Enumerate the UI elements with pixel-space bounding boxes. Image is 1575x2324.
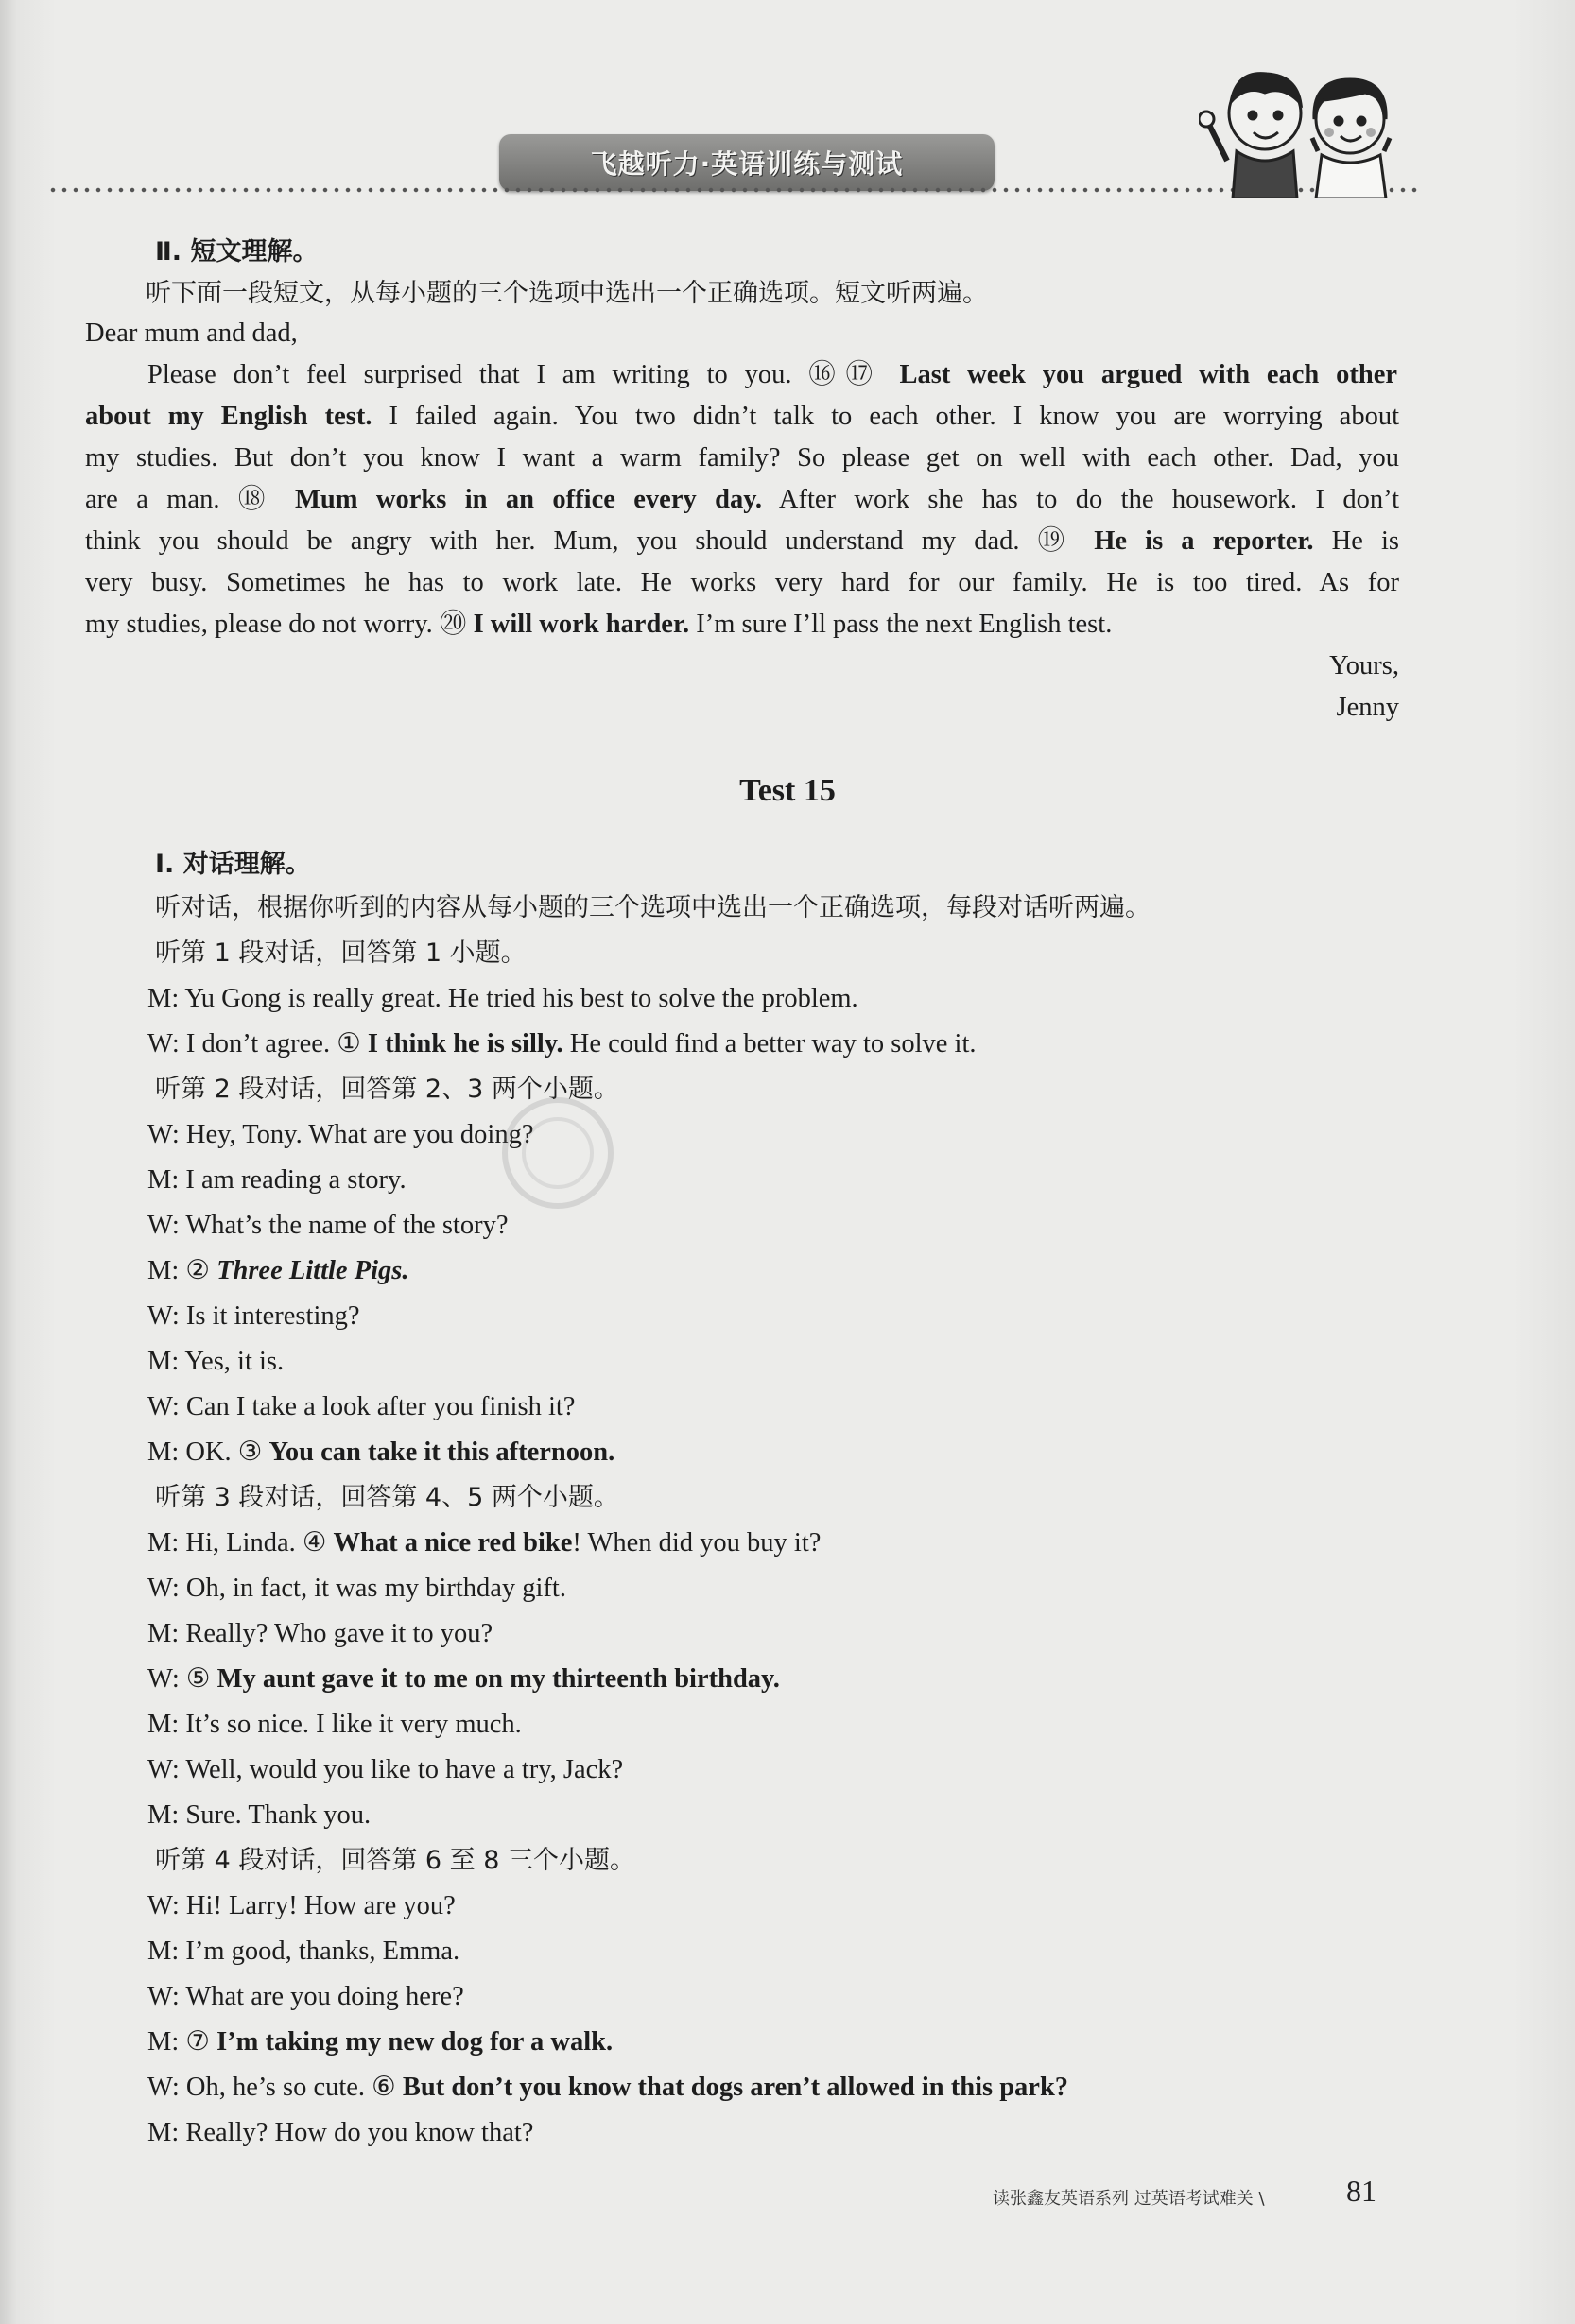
letter-line-4: are a man. ⑱ Mum works in an office every day. After work she has to do the housework. I don’t bbox=[85, 485, 1400, 514]
watermark-stamp bbox=[492, 1087, 624, 1219]
dialogue-line: W: ⑤ My aunt gave it to me on my thirteenth birthday. bbox=[147, 1664, 780, 1694]
answer-16-17-highlight-cont: about my English test. bbox=[85, 402, 372, 431]
dialogue-line: M: Yu Gong is really great. He tried his best to solve the problem. bbox=[147, 984, 858, 1013]
dialogue-line: W: Is it interesting? bbox=[147, 1301, 360, 1331]
dialogue-line: M: ② Three Little Pigs. bbox=[147, 1256, 409, 1285]
answer-19-highlight: He is a reporter. bbox=[1094, 526, 1314, 556]
dialogue-line: W: Oh, in fact, it was my birthday gift. bbox=[147, 1574, 566, 1603]
dialogue-4-label: 听第 4 段对话，回答第 6 至 8 三个小题。 bbox=[155, 1846, 636, 1875]
dialogue-line: W: Well, would you like to have a try, Jack? bbox=[147, 1755, 624, 1784]
dialogue-line: W: What’s the name of the story? bbox=[147, 1211, 509, 1240]
dialogue-line: M: Really? Who gave it to you? bbox=[147, 1619, 493, 1648]
answer-18-highlight: Mum works in an office every day. bbox=[295, 485, 763, 514]
letter-line-7: my studies, please do not worry. ⑳ I will work harder. I’m sure I’ll pass the next English test. bbox=[85, 610, 1113, 639]
dialogue-line: M: I’m good, thanks, Emma. bbox=[147, 1937, 460, 1966]
dialogue-line: W: Can I take a look after you finish it? bbox=[147, 1392, 576, 1421]
letter-line-2: about my English test. I failed again. You two didn’t talk to each other. I know you are worrying about bbox=[85, 402, 1399, 431]
section2-heading: Ⅱ. 短文理解。 bbox=[155, 237, 319, 267]
section1-heading: Ⅰ. 对话理解。 bbox=[155, 850, 311, 879]
dialogue-line: W: I don’t agree. ① I think he is silly. He could find a better way to solve it. bbox=[147, 1029, 977, 1059]
cartoon-kids-illustration bbox=[1199, 57, 1407, 198]
letter-line-1: Please don’t feel surprised that I am writing to you. ⑯⑰ Last week you argued with each other bbox=[147, 360, 1397, 389]
answer-6-highlight: But don’t you know that dogs aren’t allowed in this park? bbox=[402, 2073, 1069, 2102]
dialogue-1-label: 听第 1 段对话，回答第 1 小题。 bbox=[155, 938, 527, 968]
answer-2-highlight: Three Little Pigs. bbox=[216, 1256, 409, 1285]
section2-instruction: 听下面一段短文，从每小题的三个选项中选出一个正确选项。短文听两遍。 bbox=[146, 279, 988, 308]
dialogue-line: M: ⑦ I’m taking my new dog for a walk. bbox=[147, 2027, 614, 2057]
dialogue-line: M: It’s so nice. I like it very much. bbox=[147, 1710, 522, 1739]
dialogue-line: M: Hi, Linda. ④ What a nice red bike! When did you buy it? bbox=[147, 1528, 822, 1558]
answer-4-highlight: What a nice red bike bbox=[333, 1528, 573, 1558]
footer-series-text: 读张鑫友英语系列 过英语考试难关 \ bbox=[993, 2189, 1265, 2209]
header-banner bbox=[499, 134, 995, 191]
letter-salutation: Dear mum and dad, bbox=[85, 318, 298, 348]
answer-5-highlight: My aunt gave it to me on my thirteenth birthday. bbox=[216, 1664, 780, 1694]
banner-title: 飞越听力·英语训练与测试 bbox=[590, 148, 904, 180]
answer-3-highlight: You can take it this afternoon. bbox=[268, 1437, 615, 1467]
dialogue-line: W: What are you doing here? bbox=[147, 1982, 464, 2011]
dialogue-2-label: 听第 2 段对话，回答第 2、3 两个小题。 bbox=[155, 1075, 619, 1104]
dialogue-line: M: I am reading a story. bbox=[147, 1165, 407, 1195]
dialogue-line: W: Oh, he’s so cute. ⑥ But don’t you know that dogs aren’t allowed in this park? bbox=[147, 2073, 1069, 2102]
answer-1-highlight: I think he is silly. bbox=[367, 1029, 563, 1059]
answer-7-highlight: I’m taking my new dog for a walk. bbox=[216, 2027, 614, 2057]
letter-closing: Yours, bbox=[1329, 651, 1399, 680]
letter-line-6: very busy. Sometimes he has to work late. He works very hard for our family. He is too tired. As for bbox=[85, 568, 1399, 597]
dialogue-line: M: Really? How do you know that? bbox=[147, 2118, 534, 2147]
section1-instruction: 听对话，根据你听到的内容从每小题的三个选项中选出一个正确选项，每段对话听两遍。 bbox=[155, 893, 1151, 922]
letter-line-5: think you should be angry with her. Mum, you should understand my dad. ⑲ He is a reporter. He is bbox=[85, 526, 1399, 556]
letter-line-3: my studies. But don’t you know I want a warm family? So please get on well with each other. Dad, you bbox=[85, 443, 1399, 473]
dialogue-line: W: Hi! Larry! How are you? bbox=[147, 1891, 456, 1920]
page-number: 81 bbox=[1346, 2174, 1376, 2208]
dialogue-3-label: 听第 3 段对话，回答第 4、5 两个小题。 bbox=[155, 1483, 619, 1512]
dialogue-line: M: Yes, it is. bbox=[147, 1347, 285, 1376]
dialogue-line: M: OK. ③ You can take it this afternoon. bbox=[147, 1437, 615, 1467]
test-title: Test 15 bbox=[739, 773, 836, 808]
dialogue-line: W: Hey, Tony. What are you doing? bbox=[147, 1120, 534, 1149]
letter-signature: Jenny bbox=[1336, 693, 1399, 722]
answer-16-17-highlight: Last week you argued with each other bbox=[899, 360, 1397, 389]
dialogue-line: M: Sure. Thank you. bbox=[147, 1800, 372, 1830]
answer-20-highlight: I will work harder. bbox=[473, 610, 690, 639]
